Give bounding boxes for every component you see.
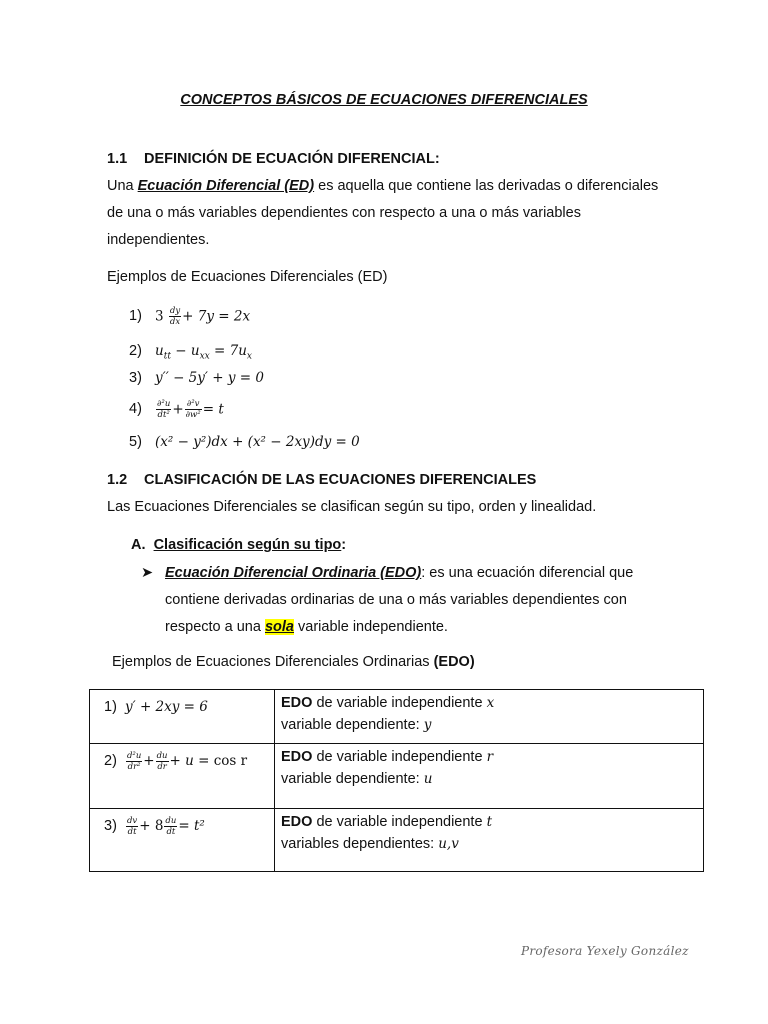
subscript: tt — [163, 351, 171, 362]
edo-line-2: contiene derivadas ordinarias de una o más variables dependientes con — [165, 592, 627, 608]
equation-part: = t — [202, 401, 224, 418]
edo-definition — [141, 560, 633, 641]
equation-part: 3 — [155, 308, 168, 325]
example-number: 1) — [129, 308, 142, 325]
numerator: dv — [126, 815, 138, 826]
example-5 — [129, 434, 360, 450]
numerator: ∂²v — [185, 399, 202, 410]
edo-examples-table — [89, 689, 704, 872]
subscript: x — [246, 351, 252, 362]
example-1 — [129, 306, 250, 327]
section-title: DEFINICIÓN DE ECUACIÓN DIFERENCIAL: — [144, 151, 440, 167]
equation — [155, 343, 252, 362]
denominator: dx — [169, 317, 181, 327]
table-cell-equation — [90, 744, 275, 809]
edo-line-3 — [141, 614, 633, 641]
example-4 — [129, 399, 224, 420]
description-text: de variable independiente — [312, 695, 487, 711]
table-cell-description — [275, 809, 704, 872]
example-3 — [129, 370, 264, 386]
description-text: de variable independiente — [312, 814, 487, 830]
numerator: du — [165, 815, 177, 826]
fraction — [164, 816, 177, 837]
table-row — [90, 809, 704, 872]
table-cell-description — [275, 690, 704, 744]
table-cell-description — [275, 744, 704, 809]
row-number: 2) — [104, 753, 117, 769]
edo-label: EDO — [281, 695, 313, 711]
equation: y′ + 2xy = 6 — [124, 699, 208, 715]
independent-variable: t — [486, 814, 492, 830]
dependent-variable: u — [423, 771, 433, 787]
equation-part: + u = — [169, 753, 214, 769]
examples-title: Ejemplos de Ecuaciones Diferenciales (ED) — [107, 269, 388, 285]
description-line-2 — [281, 766, 697, 793]
edo-text: variable independiente. — [293, 619, 448, 635]
description-text: variable dependiente: — [281, 717, 424, 733]
equation: (x² − y²)dx + (x² − 2xy)dy = 0 — [155, 434, 360, 450]
example-number: 4) — [129, 401, 142, 418]
description-line-1 — [281, 748, 697, 766]
independent-variable: r — [486, 749, 494, 765]
equation-part: − u — [170, 343, 200, 359]
fraction — [156, 399, 171, 420]
footer-author: Profesora Yexely González — [521, 944, 689, 958]
equation-part: + — [172, 401, 184, 418]
equation-part: + 8 — [139, 818, 164, 834]
definition-text: es aquella que contiene las derivadas o diferenciales — [314, 178, 659, 194]
example-number: 5) — [129, 434, 142, 450]
edo-examples-title — [112, 654, 475, 670]
denominator: dt — [166, 826, 176, 837]
edo-line-1 — [141, 560, 633, 587]
classification-intro: Las Ecuaciones Diferenciales se clasifican según su tipo, orden y linealidad. — [107, 499, 597, 515]
example-number: 3) — [129, 370, 142, 386]
example-2 — [129, 343, 252, 362]
section-title: CLASIFICACIÓN DE LAS ECUACIONES DIFERENCIALES — [144, 472, 537, 488]
section-heading-1-1 — [107, 151, 440, 167]
subsection-a — [131, 537, 346, 553]
table-cell-equation — [90, 809, 275, 872]
numerator: d²u — [126, 750, 142, 761]
description-text: variables dependientes: — [281, 836, 439, 852]
equation-part: + — [143, 753, 155, 769]
numerator: dy — [169, 306, 181, 316]
subsection-letter: A. — [131, 537, 146, 553]
fraction — [185, 399, 202, 420]
page-title: CONCEPTOS BÁSICOS DE ECUACIONES DIFERENCIALES — [180, 92, 588, 108]
definition-line-1 — [107, 173, 658, 200]
section-number: 1.1 — [107, 151, 128, 167]
edo-examples-text: Ejemplos de Ecuaciones Diferenciales Ordinarias — [112, 654, 434, 670]
arrow-bullet-icon: ➤ — [141, 565, 154, 581]
description-line-1 — [281, 813, 697, 831]
row-number: 3) — [104, 818, 117, 834]
definition-term: Ecuación Diferencial (ED) — [137, 178, 315, 194]
equation-part: u — [155, 343, 164, 359]
equation-part: cos r — [213, 753, 248, 769]
edo-label: EDO — [281, 814, 313, 830]
edo-examples-abbr: (EDO) — [433, 654, 475, 670]
equation-part: + 7y = 2x — [182, 308, 251, 325]
description-text: variable dependiente: — [281, 771, 424, 787]
equation-part: = t² — [178, 818, 205, 834]
dependent-variable: y — [423, 717, 432, 733]
description-text: de variable independiente — [312, 749, 487, 765]
fraction — [126, 816, 138, 837]
edo-text: : es una ecuación diferencial que — [421, 565, 634, 581]
fraction — [126, 751, 142, 772]
section-number: 1.2 — [107, 472, 128, 488]
highlighted-word: sola — [264, 619, 294, 635]
edo-text: respecto a una — [165, 619, 265, 635]
table-cell-equation — [90, 690, 275, 744]
edo-term: Ecuación Diferencial Ordinaria (EDO) — [165, 565, 422, 581]
section-heading-1-2 — [107, 472, 536, 488]
denominator: dt² — [157, 410, 170, 420]
fraction — [156, 751, 169, 772]
denominator: ∂w² — [185, 410, 201, 420]
subsection-colon: : — [341, 537, 347, 553]
subsection-title: Clasificación según su tipo — [153, 537, 342, 553]
description-line-2 — [281, 712, 697, 739]
denominator: dr — [157, 761, 167, 772]
numerator: du — [156, 750, 168, 761]
table-row — [90, 690, 704, 744]
numerator: ∂²u — [157, 399, 171, 409]
denominator: dt — [127, 826, 137, 837]
dependent-variable: u,v — [438, 836, 459, 852]
table-row — [90, 744, 704, 809]
definition-paragraph — [107, 173, 658, 254]
definition-line-2: de una o más variables dependientes con respecto a una o más variables — [107, 205, 581, 221]
equation-part: = 7u — [209, 343, 247, 359]
denominator: dr² — [127, 761, 141, 772]
fraction — [169, 306, 181, 327]
subscript: xx — [199, 351, 210, 362]
definition-text: Una — [107, 178, 138, 194]
definition-line-3: independientes. — [107, 232, 210, 248]
equation: y′′ − 5y′ + y = 0 — [155, 370, 264, 386]
independent-variable: x — [486, 695, 495, 711]
description-line-2 — [281, 831, 697, 858]
example-number: 2) — [129, 343, 142, 359]
row-number: 1) — [104, 699, 117, 715]
description-line-1 — [281, 694, 697, 712]
edo-label: EDO — [281, 749, 313, 765]
